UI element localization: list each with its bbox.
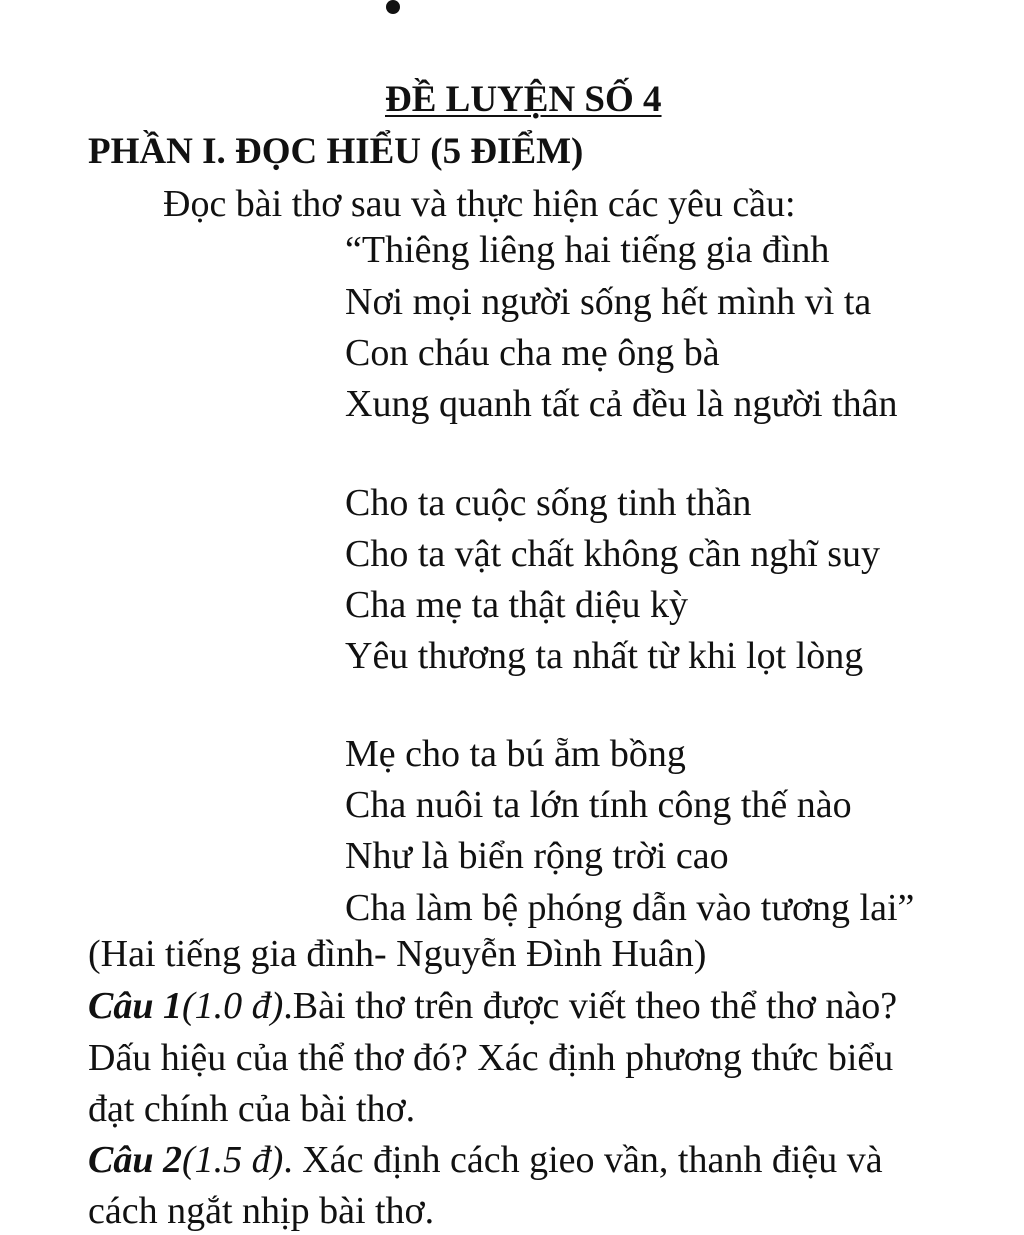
question-1-label: Câu 1 bbox=[88, 985, 182, 1027]
question-1-line-2: Dấu hiệu của thể thơ đó? Xác định phương thức biểu bbox=[88, 1037, 894, 1079]
question-1-points: (1.0 đ) bbox=[181, 985, 284, 1027]
poem-line: Cha làm bệ phóng dẫn vào tương lai” bbox=[345, 887, 915, 929]
question-2-text: . Xác định cách gieo vần, thanh điệu và bbox=[283, 1139, 883, 1181]
question-2-label: Câu 2 bbox=[88, 1139, 182, 1181]
poem-source: (Hai tiếng gia đình- Nguyễn Đình Huân) bbox=[88, 933, 707, 975]
question-2-points: (1.5 đ) bbox=[181, 1139, 284, 1181]
question-1-line-3: đạt chính của bài thơ. bbox=[88, 1088, 416, 1130]
poem-line: Nơi mọi người sống hết mình vì ta bbox=[345, 281, 872, 323]
poem-line: Cha nuôi ta lớn tính công thế nào bbox=[345, 784, 852, 826]
poem-line: Mẹ cho ta bú ẵm bồng bbox=[345, 733, 686, 775]
poem-line: Như là biển rộng trời cao bbox=[345, 835, 729, 877]
section-heading: PHẦN I. ĐỌC HIỂU (5 ĐIỂM) bbox=[88, 131, 584, 172]
instruction-text: Đọc bài thơ sau và thực hiện các yêu cầu: bbox=[163, 183, 796, 225]
poem-line: “Thiêng liêng hai tiếng gia đình bbox=[345, 229, 830, 271]
poem-line: Xung quanh tất cả đều là người thân bbox=[345, 383, 898, 425]
document-title: ĐỀ LUYỆN SỐ 4 bbox=[385, 79, 662, 120]
question-1-line-1 bbox=[88, 982, 897, 1030]
poem-line: Cho ta cuộc sống tinh thần bbox=[345, 482, 752, 524]
bullet-dot bbox=[386, 0, 400, 14]
question-1-text: .Bài thơ trên được viết theo thể thơ nào? bbox=[283, 985, 898, 1027]
poem-line: Yêu thương ta nhất từ khi lọt lòng bbox=[345, 635, 864, 677]
question-2-line-2: cách ngắt nhịp bài thơ. bbox=[88, 1190, 435, 1232]
question-2-line-1 bbox=[88, 1136, 883, 1184]
poem-line: Con cháu cha mẹ ông bà bbox=[345, 332, 720, 374]
poem-line: Cho ta vật chất không cần nghĩ suy bbox=[345, 533, 881, 575]
poem-line: Cha mẹ ta thật diệu kỳ bbox=[345, 584, 688, 626]
